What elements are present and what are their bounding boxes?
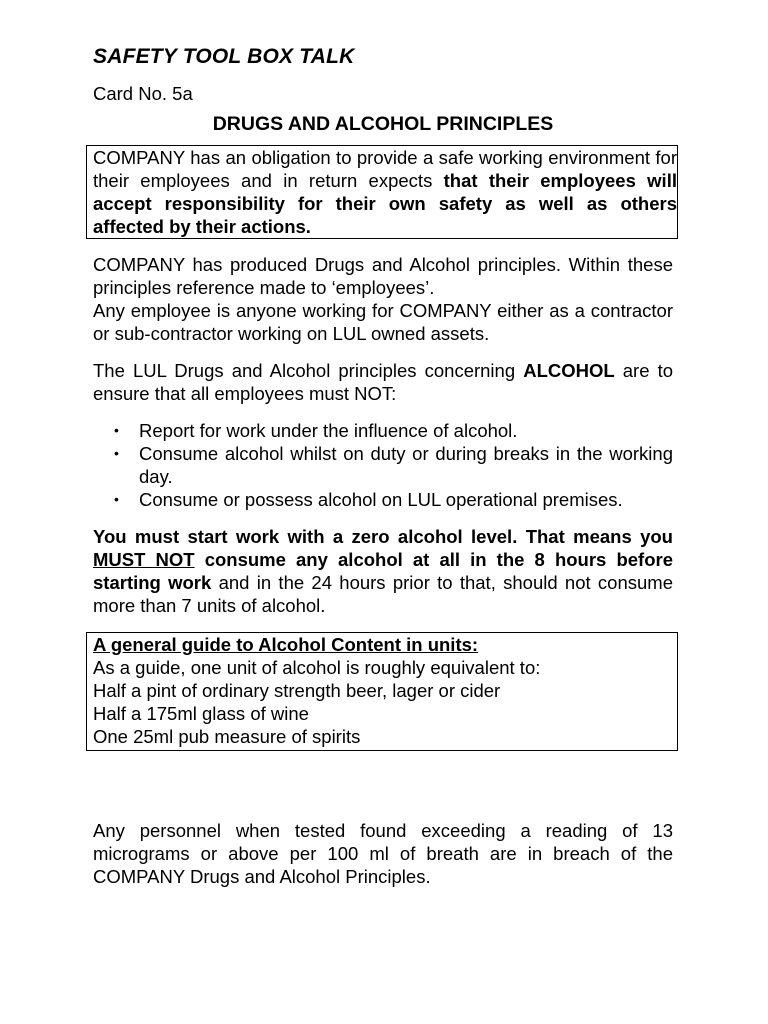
must-not-emphasis: MUST NOT: [93, 549, 195, 570]
guide-line: One 25ml pub measure of spirits: [93, 726, 361, 747]
zero-text-bold-1: You must start work with a zero alcohol level. That means you: [93, 526, 673, 547]
bullet-icon: •: [114, 445, 119, 461]
guide-line: Half a 175ml glass of wine: [93, 703, 309, 724]
lul-text-alcohol: ALCOHOL: [523, 360, 615, 381]
zero-text-normal: and in the 24 hours prior to that, should not consume more than 7 units of alcohol.: [93, 572, 673, 616]
card-number: Card No. 5a: [93, 83, 193, 104]
zero-text-bold-2: consume any alcohol at all in the 8 hours before starting work: [93, 549, 673, 593]
rule-text: Report for work under the influence of alcohol.: [139, 420, 518, 441]
guide-line: Half a pint of ordinary strength beer, lager or cider: [93, 680, 501, 701]
rule-text: Consume or possess alcohol on LUL operational premises.: [139, 489, 623, 510]
safety-title: SAFETY TOOL BOX TALK: [93, 45, 355, 68]
bullet-icon: •: [114, 422, 119, 438]
lul-alcohol-paragraph: [93, 359, 673, 405]
obligation-box: [86, 145, 678, 239]
lul-text-before: The LUL Drugs and Alcohol principles concerning: [93, 360, 524, 381]
list-item: [93, 488, 673, 511]
obligation-text: COMPANY has an obligation to provide a safe working environment for their employees and in return expects: [93, 147, 677, 191]
rule-text: Consume alcohol whilst on duty or during breaks in the working day.: [139, 443, 673, 487]
bullet-icon: •: [114, 491, 119, 507]
list-item: [93, 419, 673, 442]
breath-test-paragraph: Any personnel when tested found exceeding a reading of 13 micrograms or above per 100 ml of breath are in breach of the COMPANY Drugs and Alcohol Principles.: [93, 820, 673, 887]
document-content: [93, 44, 677, 888]
employee-definition-paragraph: Any employee is anyone working for COMPANY either as a contractor or sub-contractor working on LUL owned assets.: [93, 300, 673, 344]
rules-list: [93, 419, 673, 511]
document-title: DRUGS AND ALCOHOL PRINCIPLES: [212, 113, 554, 135]
obligation-text-bold: that their employees will accept responsibility for their own safety as well as others affected by their actions.: [93, 170, 677, 237]
principles-paragraph: COMPANY has produced Drugs and Alcohol principles. Within these principles reference made to ‘employees’.: [93, 254, 673, 298]
guide-heading: A general guide to Alcohol Content in units:: [93, 634, 479, 655]
alcohol-guide-box: [86, 632, 678, 751]
list-item: [93, 442, 673, 488]
lul-text-after: are to ensure that all employees must NOT:: [93, 360, 673, 404]
guide-line: As a guide, one unit of alcohol is roughly equivalent to:: [93, 657, 541, 678]
zero-alcohol-paragraph: [93, 525, 673, 617]
